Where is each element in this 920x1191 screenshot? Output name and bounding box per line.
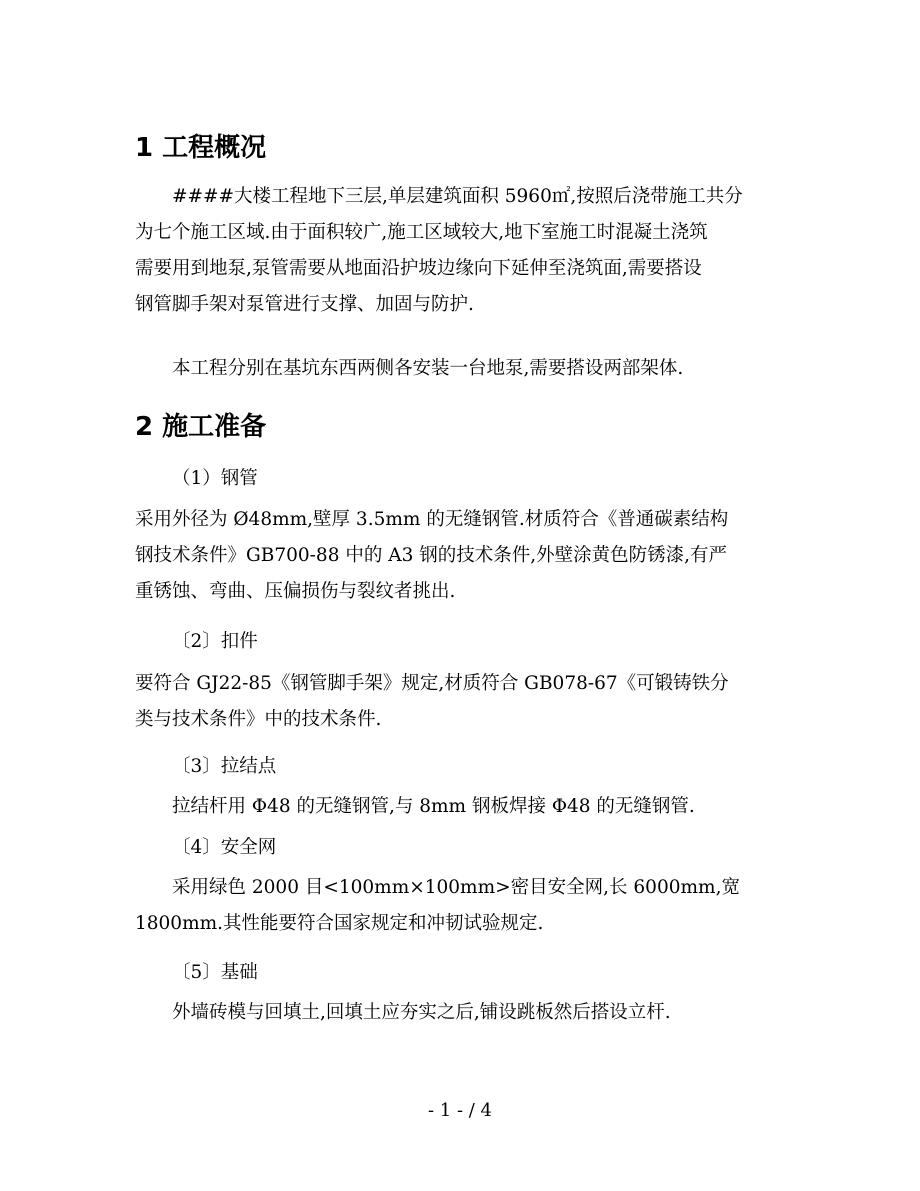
text-line: 钢管脚手架对泵管进行支撑、加固与防护. (135, 294, 474, 315)
section-1-paragraph-1 (135, 179, 785, 323)
section-1-paragraph-2: 本工程分别在基坑东西两侧各安装一台地泵,需要搭设两部架体. (172, 358, 684, 379)
item-5-body: 外墙砖模与回填土,回填土应夯实之后,铺设跳板然后搭设立杆. (172, 1002, 671, 1023)
text-line: 重锈蚀、弯曲、压偏损伤与裂纹者挑出. (135, 581, 456, 602)
text-line: 采用外径为 Ø48mm,壁厚 3.5mm 的无缝钢管.材质符合《普通碳素结构 (135, 509, 729, 530)
section-1-heading: 1 工程概况 (135, 133, 267, 163)
text-line: 需要用到地泵,泵管需要从地面沿护坡边缘向下延伸至浇筑面,需要搭设 (135, 258, 702, 279)
item-1-title: （1）钢管 (172, 468, 258, 489)
item-5-title: 〔5〕基础 (172, 962, 258, 983)
text-line: 要符合 GJ22-85《钢管脚手架》规定,材质符合 GB078-67《可锻铸铁分 (135, 673, 729, 694)
text-line: 钢技术条件》GB700-88 中的 A3 钢的技术条件,外壁涂黄色防锈漆,有严 (135, 545, 728, 566)
item-3-title: 〔3〕拉结点 (172, 756, 277, 777)
item-2-body (135, 666, 785, 738)
section-2-heading: 2 施工准备 (135, 412, 267, 442)
text-line: 类与技术条件》中的技术条件. (135, 709, 382, 730)
item-4-title: 〔4〕安全网 (172, 837, 277, 858)
item-2-title: 〔2〕扣件 (172, 631, 258, 652)
item-1-body (135, 502, 785, 610)
text-line: 采用绿色 2000 目<100mm×100mm>密目安全网,长 6000mm,宽 (172, 877, 740, 898)
text-line: 1800mm.其性能要符合国家规定和冲韧试验规定. (135, 913, 544, 934)
text-line: 为七个施工区域.由于面积较广,施工区域较大,地下室施工时混凝土浇筑 (135, 222, 708, 243)
item-3-body: 拉结杆用 Φ48 的无缝钢管,与 8mm 钢板焊接 Φ48 的无缝钢管. (172, 796, 695, 817)
item-4-body (135, 870, 785, 942)
page-number: - 1 - / 4 (427, 1100, 493, 1121)
text-line: ####大楼工程地下三层,单层建筑面积 5960㎡,按照后浇带施工共分 (172, 186, 743, 207)
